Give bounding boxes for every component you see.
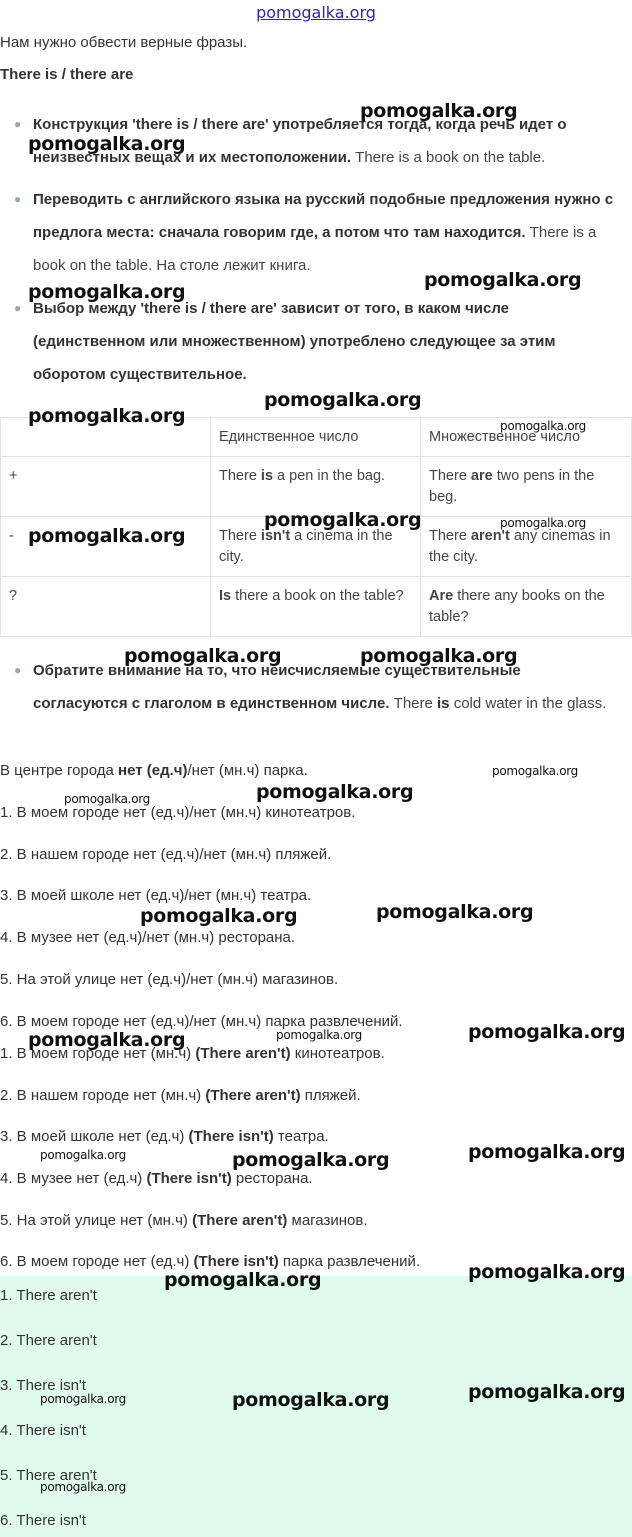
- watermark: pomogalka.org: [40, 1480, 126, 1494]
- bullet-icon: ●: [14, 192, 22, 206]
- watermark: pomogalka.org: [28, 133, 186, 155]
- solution-item: 4. В музее нет (ед.ч) (There isn't) ресторана.: [0, 1170, 313, 1187]
- answer-item: 4. There isn't: [0, 1422, 86, 1439]
- table-cell-singular: There isn't a cinema in the city.: [211, 517, 421, 577]
- table-cell-plural: There are two pens in the beg.: [421, 457, 632, 517]
- task-item: 4. В музее нет (ед.ч)/нет (мн.ч) ресторана.: [0, 929, 296, 946]
- task-item: 6. В моем городе нет (ед.ч)/нет (мн.ч) парка развлечений.: [0, 1013, 403, 1030]
- intro-text: Нам нужно обвести верные фразы.: [0, 34, 248, 51]
- solution-item: 2. В нашем городе нет (мн.ч) (There aren't) пляжей.: [0, 1087, 361, 1104]
- watermark: pomogalka.org: [376, 901, 534, 923]
- watermark: pomogalka.org: [468, 1381, 626, 1403]
- watermark: pomogalka.org: [256, 781, 414, 803]
- watermark: pomogalka.org: [424, 269, 582, 291]
- site-logo-link[interactable]: pomogalka.org: [256, 3, 376, 22]
- answer-item: 1. There aren't: [0, 1287, 97, 1304]
- watermark: pomogalka.org: [468, 1261, 626, 1283]
- solution-item: 3. В моей школе нет (ед.ч) (There isn't) театра.: [0, 1128, 329, 1145]
- watermark: pomogalka.org: [500, 516, 586, 530]
- table-cell-singular: Is there a book on the table?: [211, 577, 421, 637]
- table-cell-plural: Are there any books on the table?: [421, 577, 632, 637]
- watermark: pomogalka.org: [164, 1269, 322, 1291]
- task-item: 2. В нашем городе нет (ед.ч)/нет (мн.ч) пляжей.: [0, 846, 332, 863]
- bullet-icon: ●: [14, 117, 22, 131]
- watermark: pomogalka.org: [360, 100, 518, 122]
- rule-text: Выбор между 'there is / there are' зависит от того, в каком числе (единственном или множественном) употреблено следующее за этим оборотом существительное.: [33, 300, 556, 383]
- watermark: pomogalka.org: [468, 1141, 626, 1163]
- watermark: pomogalka.org: [276, 1028, 362, 1042]
- solution-item: 5. На этой улице нет (мн.ч) (There aren't) магазинов.: [0, 1212, 368, 1229]
- table-cell-sign: ?: [1, 577, 211, 637]
- table-cell-singular: There is a pen in the bag.: [211, 457, 421, 517]
- bullet-icon: ●: [14, 301, 22, 315]
- rule-example: There is a book on the table. На столе лежит книга.: [33, 224, 597, 274]
- rule-item-3: [14, 292, 614, 391]
- watermark: pomogalka.org: [468, 1021, 626, 1043]
- answer-item: 2. There aren't: [0, 1332, 97, 1349]
- watermark: pomogalka.org: [124, 645, 282, 667]
- note-item: [14, 654, 614, 720]
- solution-item: 6. В моем городе нет (ед.ч) (There isn't) парка развлечений.: [0, 1253, 421, 1270]
- table-cell-sign: +: [1, 457, 211, 517]
- rule-text: Конструкция 'there is / there are' употребляется тогда, когда речь идет о неизвестных вещах и их местоположении.: [33, 116, 567, 166]
- solution-item: 1. В моем городе нет (мн.ч) (There aren't) кинотеатров.: [0, 1045, 385, 1062]
- table-header-cell: Множественное число: [421, 418, 632, 457]
- table-row: [1, 577, 632, 637]
- topic-heading: There is / there are: [0, 66, 134, 83]
- watermark: pomogalka.org: [64, 792, 150, 806]
- watermark: pomogalka.org: [140, 905, 298, 927]
- table-cell-plural: There aren't any cinemas in the city.: [421, 517, 632, 577]
- watermark: pomogalka.org: [28, 405, 186, 427]
- watermark: pomogalka.org: [28, 1029, 186, 1051]
- note-example: There is cold water in the glass.: [393, 695, 607, 712]
- bullet-icon: ●: [14, 663, 22, 677]
- watermark: pomogalka.org: [500, 419, 586, 433]
- watermark: pomogalka.org: [264, 509, 422, 531]
- watermark: pomogalka.org: [40, 1392, 126, 1406]
- watermark: pomogalka.org: [232, 1149, 390, 1171]
- task-item: 5. На этой улице нет (ед.ч)/нет (мн.ч) магазинов.: [0, 971, 339, 988]
- task-item: 3. В моей школе нет (ед.ч)/нет (мн.ч) театра.: [0, 887, 312, 904]
- watermark: pomogalka.org: [28, 525, 186, 547]
- task-item: 1. В моем городе нет (ед.ч)/нет (мн.ч) кинотеатров.: [0, 804, 356, 821]
- answer-item: 3. There isn't: [0, 1377, 86, 1394]
- watermark: pomogalka.org: [264, 389, 422, 411]
- watermark: pomogalka.org: [28, 281, 186, 303]
- answer-item: 6. There isn't: [0, 1512, 86, 1529]
- example-line: В центре города нет (ед.ч)/нет (мн.ч) парка.: [0, 762, 308, 779]
- watermark: pomogalka.org: [232, 1389, 390, 1411]
- rule-example: There is a book on the table.: [355, 149, 546, 166]
- note-text: Обратите внимание на то, что неисчисляемые существительные согласуются с глаголом в единственном числе.: [33, 662, 521, 712]
- table-header-cell: Единственное число: [211, 418, 421, 457]
- watermark: pomogalka.org: [492, 764, 578, 778]
- watermark: pomogalka.org: [40, 1148, 126, 1162]
- watermark: pomogalka.org: [360, 645, 518, 667]
- rule-text: Переводить с английского языка на русский подобные предложения нужно с предлога места: сначала говорим где, а потом что там находится.: [33, 191, 614, 241]
- table-cell-sign: -: [1, 517, 211, 577]
- answer-item: 5. There aren't: [0, 1467, 97, 1484]
